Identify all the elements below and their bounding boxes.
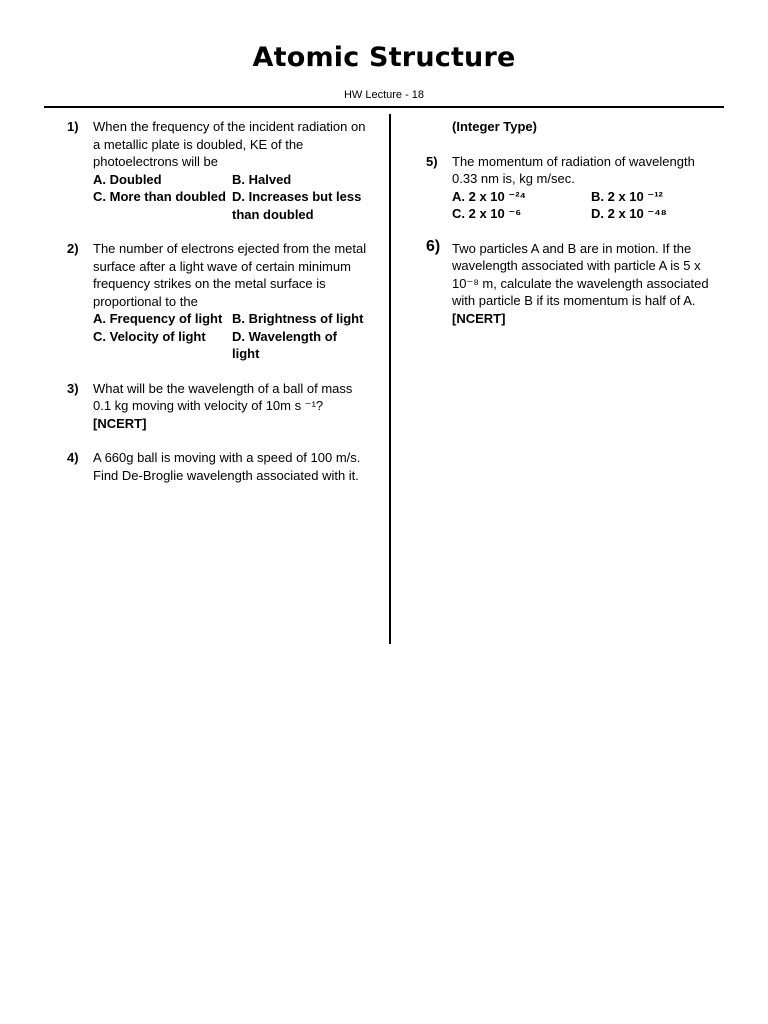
page-title: Atomic Structure: [252, 42, 516, 73]
question-6: [426, 237, 716, 328]
question-number: 3): [67, 380, 79, 396]
option-b: B. 2 x 10 ⁻¹²: [591, 188, 663, 204]
ncert-tag: [NCERT]: [452, 310, 506, 326]
question-3: [67, 380, 367, 433]
question-text: Two particles A and B are in motion. If the wavelength associated with particle A is 5 x 10⁻⁸ m, calculate the wavelength associated with particle B if its momentum is half of A.: [452, 240, 709, 308]
question-5: [426, 153, 716, 223]
option-a: A. 2 x 10 ⁻²⁴: [452, 188, 526, 204]
column-divider: [389, 114, 391, 644]
question-number: 2): [67, 241, 79, 256]
question-number: 4): [67, 450, 79, 465]
question-4: [67, 449, 367, 484]
options-grid: [93, 310, 367, 363]
question-2: [67, 240, 367, 363]
question-1: [67, 118, 367, 223]
question-text: When the frequency of the incident radiation on a metallic plate is doubled, KE of the photoelectrons will be: [93, 119, 366, 169]
option-b: B. Halved: [232, 171, 292, 187]
header-rule: [44, 106, 724, 108]
ncert-tag: [NCERT]: [93, 415, 147, 431]
question-number: 6): [426, 237, 441, 255]
question-text: The momentum of radiation of wavelength 0.33 nm is, kg m/sec.: [452, 153, 695, 186]
options-grid: [452, 188, 716, 223]
option-c: C. 2 x 10 ⁻⁶: [452, 206, 522, 221]
option-b: B. Brightness of light: [232, 311, 364, 326]
option-d: D. 2 x 10 ⁻⁴⁸: [591, 206, 667, 221]
left-column: [67, 118, 367, 484]
option-c: C. Velocity of light: [93, 328, 206, 344]
right-column: [426, 118, 716, 327]
section-heading: (Integer Type): [452, 119, 537, 134]
question-text: A 660g ball is moving with a speed of 100 m/s. Find De-Broglie wavelength associated with it.: [93, 450, 361, 483]
question-text: The number of electrons ejected from the metal surface after a light wave of certain minimum frequency strikes on the metal surface is proportional to the: [93, 241, 367, 309]
option-a: A. Frequency of light: [93, 311, 223, 326]
page-subtitle: HW Lecture - 18: [343, 89, 425, 101]
question-text: What will be the wavelength of a ball of mass 0.1 kg moving with velocity of 10m s ⁻¹?: [93, 380, 353, 413]
option-a: A. Doubled: [93, 171, 162, 187]
option-c: C. More than doubled: [93, 189, 226, 204]
options-grid: [93, 171, 367, 224]
question-number: 5): [426, 153, 438, 169]
option-d: D. Increases but less than doubled: [232, 189, 362, 222]
question-number: 1): [67, 119, 79, 134]
option-d: D. Wavelength of light: [232, 328, 337, 361]
